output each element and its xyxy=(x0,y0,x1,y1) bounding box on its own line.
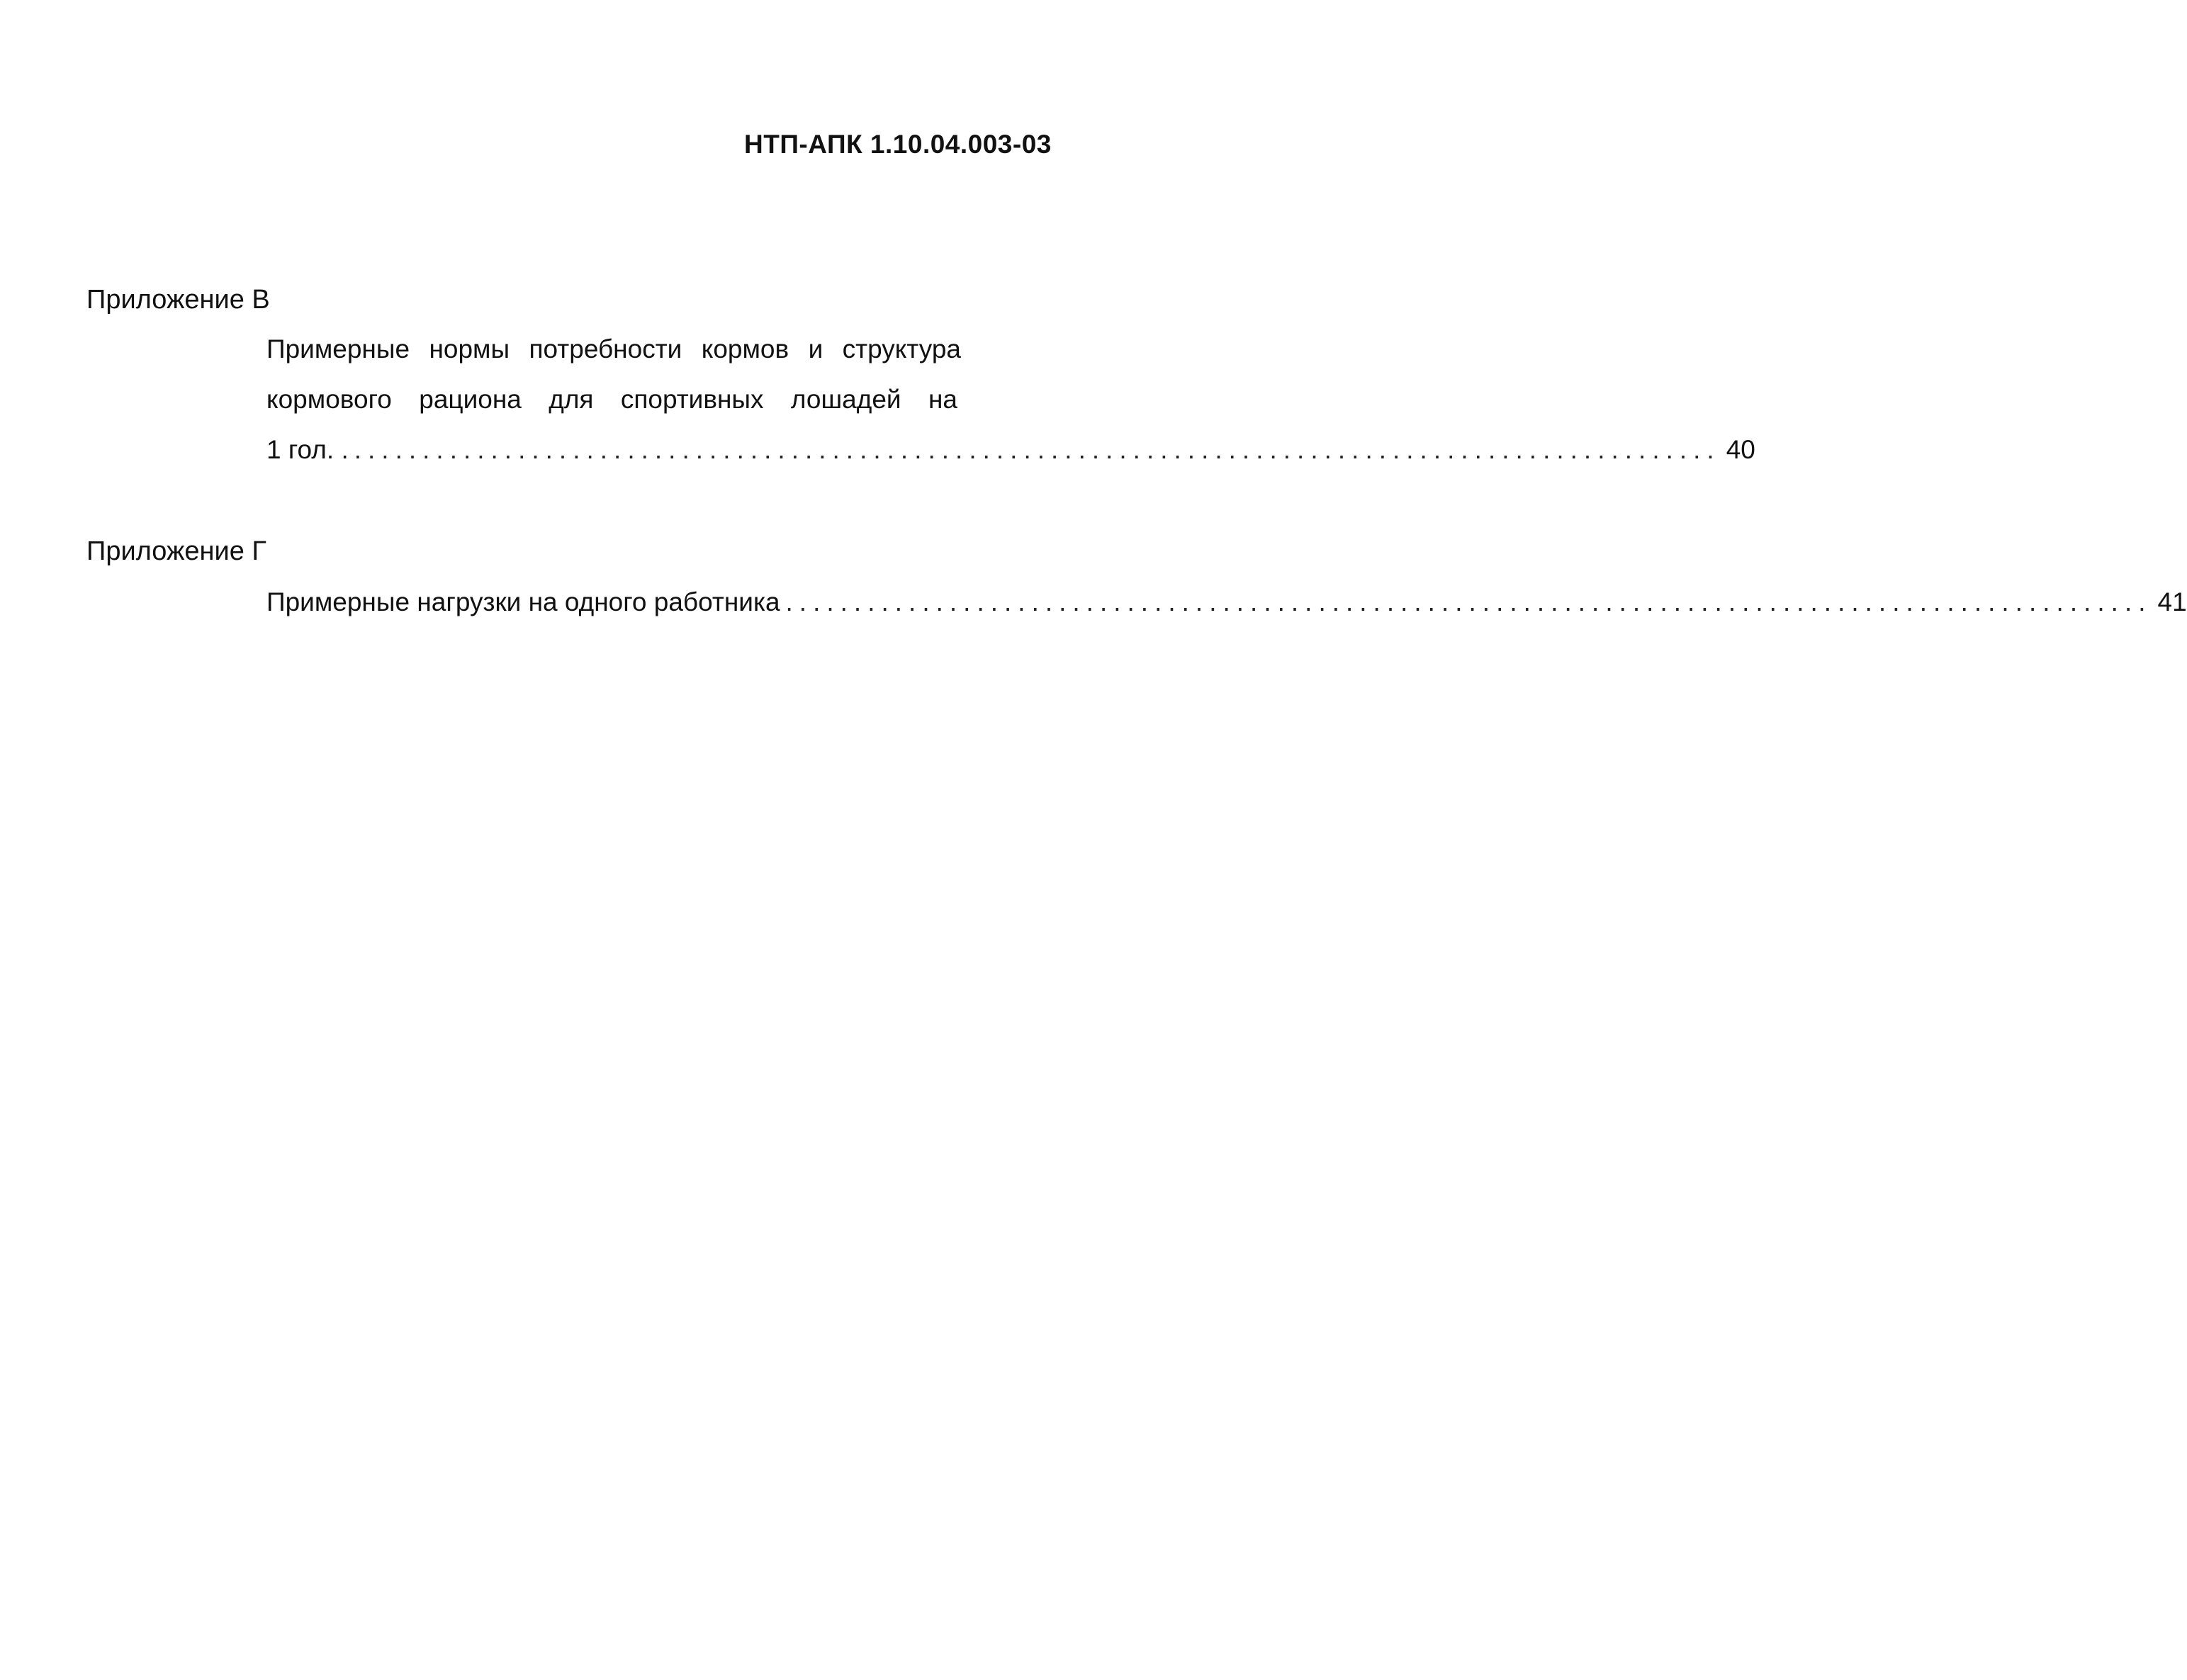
appendix-v-title-line-2: кормового рациона для спортивных лошадей на xyxy=(266,385,957,414)
dot-leader: .................................................................................................... xyxy=(354,435,1721,464)
appendix-v-title-line-3: 1 гол. . xyxy=(266,435,349,464)
appendix-v-title-line-1: Примерные нормы потребности кормов и структура xyxy=(266,334,961,363)
dot-leader: .................................................................................................... xyxy=(785,587,2152,616)
appendix-g-toc-row[interactable] xyxy=(266,587,2187,617)
appendix-v-page-number: 40 xyxy=(1726,435,1755,464)
appendix-g-title: Примерные нагрузки на одного работника xyxy=(266,587,780,616)
appendix-v-toc-row[interactable] xyxy=(266,435,1755,465)
appendix-g-heading: Приложение Г xyxy=(86,536,267,566)
appendix-g-page-number: 41 xyxy=(2157,587,2187,616)
document-code: НТП-АПК 1.10.04.003-03 xyxy=(744,130,1052,159)
appendix-v-heading: Приложение В xyxy=(86,285,270,315)
